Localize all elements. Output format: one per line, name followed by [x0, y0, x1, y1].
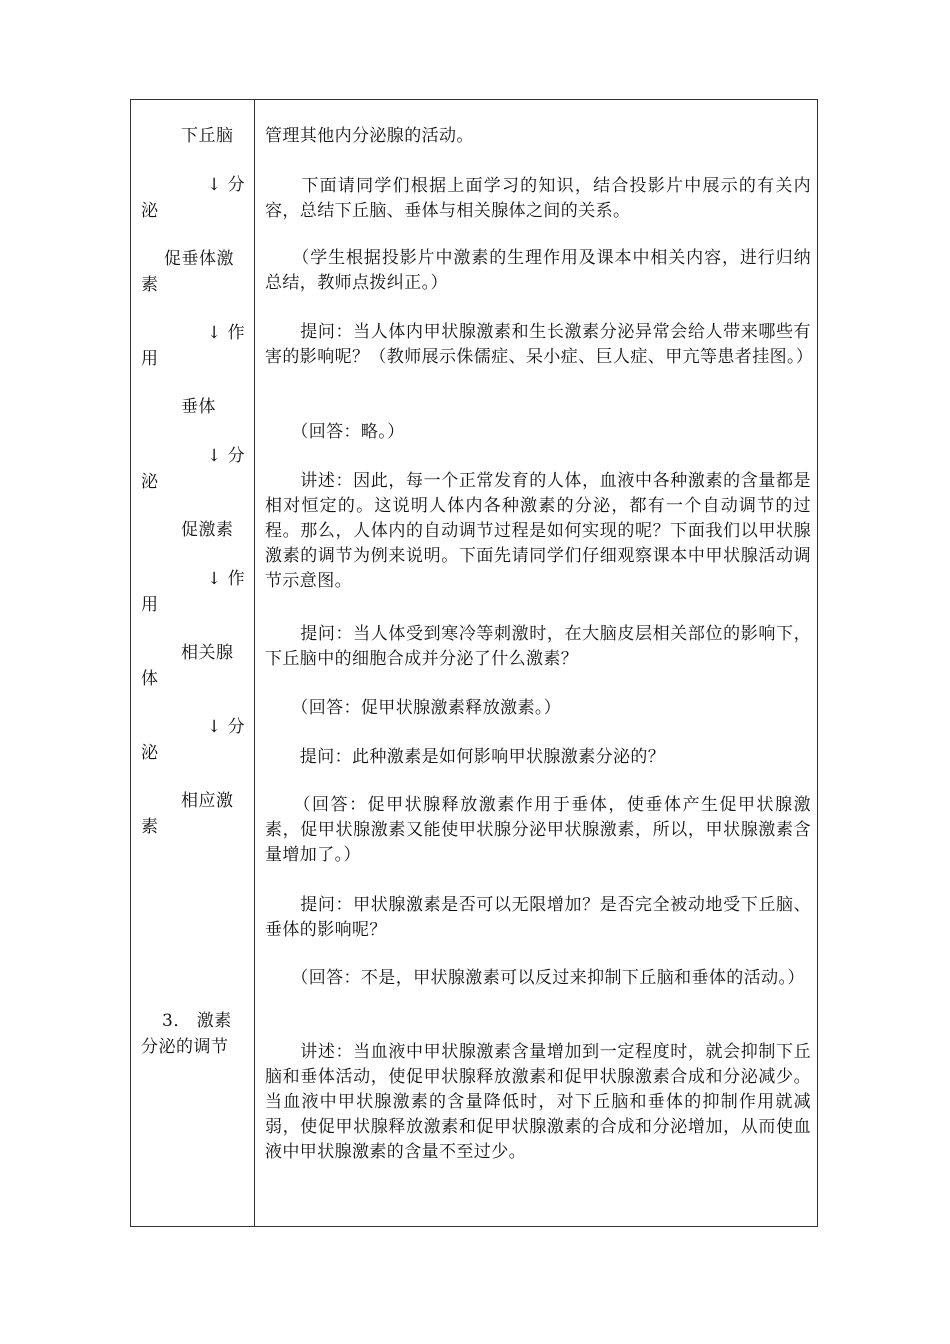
paragraph: 提问：甲状腺激素是否可以无限增加？是否完全被动地受下丘脑、垂体的影响呢？: [265, 895, 811, 940]
left-text-act-1: 用: [141, 349, 159, 369]
left-text-trh-2: 素: [141, 275, 159, 295]
paragraph: （回答：不是，甲状腺激素可以反过来抑制下丘脑和垂体的活动。）: [265, 968, 805, 988]
left-text-pituitary: 垂体: [181, 397, 216, 417]
left-text-secrete-3: 泌: [141, 743, 159, 763]
left-arrow-act-1: ↓ 作: [207, 323, 246, 343]
paragraph: 讲述：因此，每一个正常发育的人体，血液中各种激素的含量都是相对恒定的。这说明人体内各种激素的分泌，都有一个自动调节的过程。那么，人体内的自动调节过程是如何实现的呢？下面我们以甲状腺激素的调节为例来说明。下面先请同学们仔细观察课本中甲状腺活动调节示意图。: [265, 471, 811, 591]
left-arrow-secrete-2: ↓ 分: [207, 446, 246, 466]
section-heading-2: 分泌的调节: [141, 1037, 229, 1057]
lesson-table: [130, 99, 818, 1227]
left-text-hypothalamus: 下丘脑: [181, 126, 234, 146]
left-text-secrete-2: 泌: [141, 472, 159, 492]
left-text-gland-2: 体: [141, 669, 159, 689]
left-text-hormone-2: 素: [141, 817, 159, 837]
paragraph: （回答：促甲状腺激素释放激素。）: [265, 698, 562, 718]
left-arrow-act-2: ↓ 作: [207, 569, 246, 589]
paragraph: 讲述：当血液中甲状腺激素含量增加到一定程度时，就会抑制下丘脑和垂体活动，使促甲状腺释放激素和促甲状腺激素合成和分泌减少。当血液中甲状腺激素的含量降低时，对下丘脑和垂体的抑制作用就减弱，使促甲状腺释放激素和促甲状腺激素的合成和分泌增加，从而使血液中甲状腺激素的含量不至过少。: [265, 1042, 811, 1162]
paragraph: 提问：此种激素是如何影响甲状腺激素分泌的？: [265, 747, 666, 767]
left-text-gland: 相关腺: [181, 643, 234, 663]
right-column: [255, 100, 817, 1226]
left-text-secrete-1: 泌: [141, 201, 159, 221]
left-column: [131, 100, 254, 1226]
left-text-trh: 促垂体激: [164, 249, 234, 269]
paragraph: （回答：促甲状腺释放激素作用于垂体，使垂体产生促甲状腺激素，促甲状腺激素又能使甲状腺分泌甲状腺激素，所以，甲状腺激素含量增加了。）: [265, 795, 811, 865]
paragraph: 提问：当人体受到寒冷等刺激时，在大脑皮层相关部位的影响下，下丘脑中的细胞合成并分泌了什么激素？: [265, 624, 811, 669]
left-arrow-secrete-3: ↓ 分: [207, 717, 246, 737]
paragraph: 管理其他内分泌腺的活动。: [265, 126, 474, 146]
paragraph: 下面请同学们根据上面学习的知识，结合投影片中展示的有关内容，总结下丘脑、垂体与相关腺体之间的关系。: [265, 176, 811, 221]
paragraph: 提问：当人体内甲状腺激素和生长激素分泌异常会给人带来哪些有害的影响呢？（教师展示侏儒症、呆小症、巨人症、甲亢等患者挂图。）: [265, 322, 814, 367]
paragraph: （回答：略。）: [265, 422, 405, 442]
left-text-hormone: 相应激: [181, 791, 234, 811]
left-text-tropic-hormone: 促激素: [181, 520, 234, 540]
left-arrow-secrete-1: ↓ 分: [207, 175, 246, 195]
section-heading: 3． 激素: [162, 1011, 232, 1031]
paragraph: （学生根据投影片中激素的生理作用及课本中相关内容，进行归纳总结，教师点拨纠正。）: [265, 248, 811, 293]
left-text-act-2: 用: [141, 595, 159, 615]
